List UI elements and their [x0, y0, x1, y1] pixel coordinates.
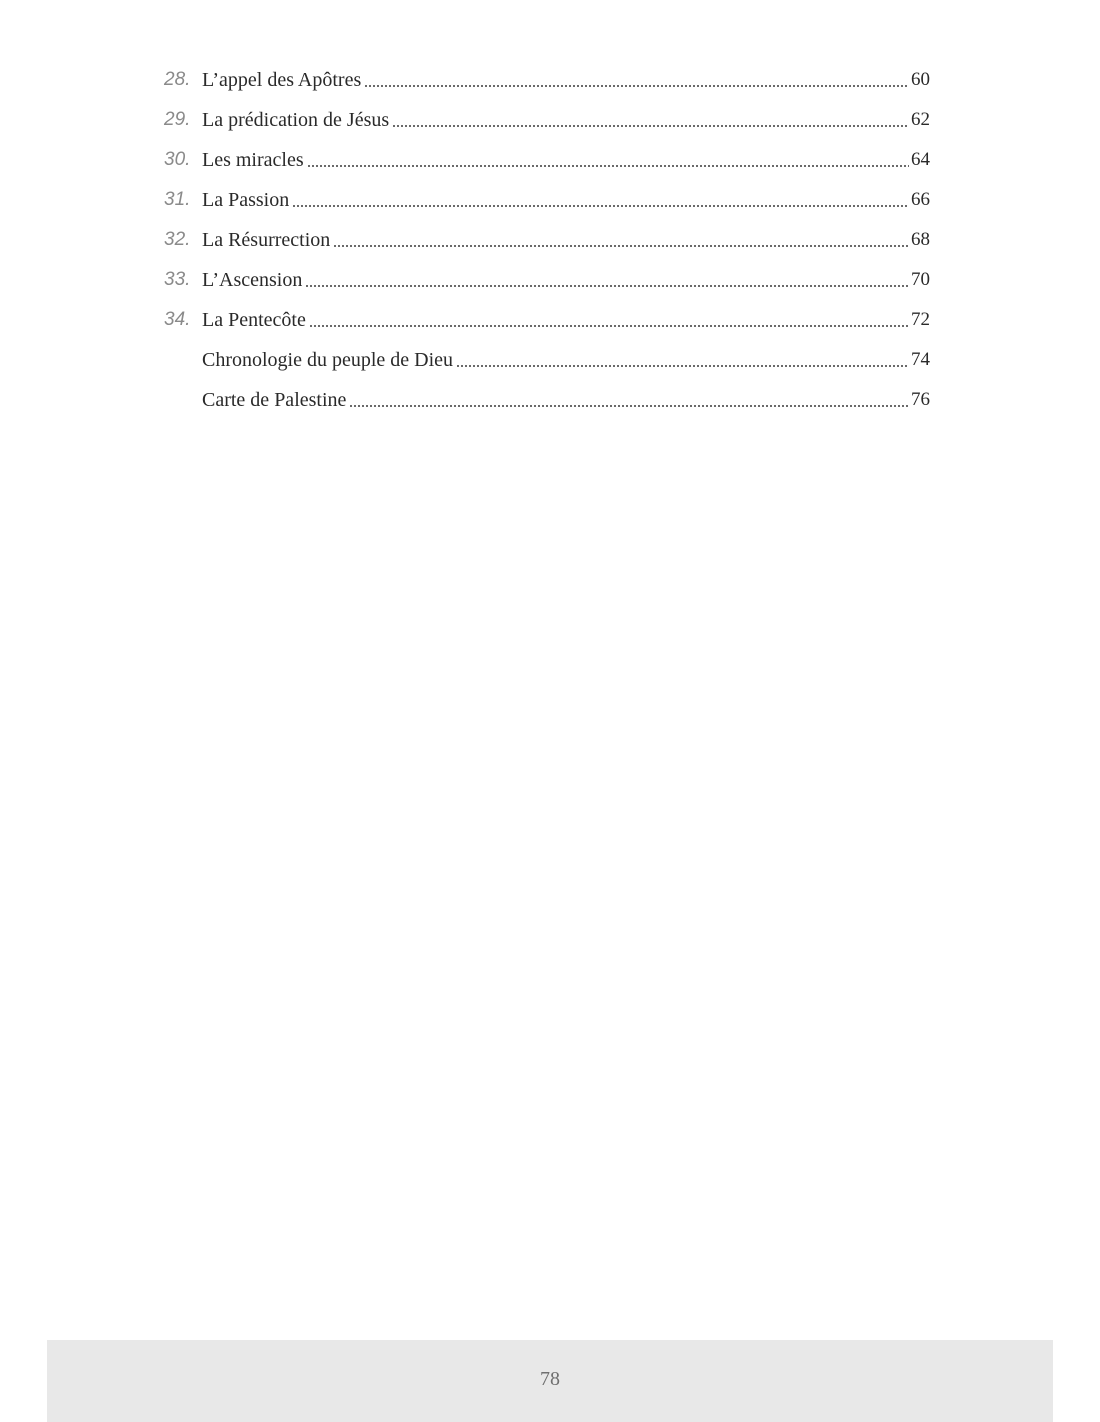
toc-entry-32[interactable]: [160, 220, 930, 260]
toc-entry-number: 33.: [164, 269, 191, 290]
dot-leader: [305, 270, 909, 290]
dot-leader: [292, 190, 909, 210]
toc-entry-page: 66: [911, 189, 930, 210]
toc-entry-30[interactable]: [160, 140, 930, 180]
toc-entry-page: 60: [911, 69, 930, 90]
toc-entry-chronologie[interactable]: [160, 340, 930, 380]
dot-leader: [392, 110, 909, 130]
dot-leader: [333, 230, 909, 250]
toc-entry-title: La prédication de Jésus: [202, 108, 390, 131]
toc-entry-title: La Résurrection: [202, 228, 331, 251]
toc-entry-number: 34.: [164, 309, 191, 330]
toc-entry-title: La Passion: [202, 188, 290, 211]
toc-entry-page: 74: [911, 349, 930, 370]
toc-entry-31[interactable]: [160, 180, 930, 220]
toc-entry-number: 32.: [164, 229, 191, 250]
toc-entry-28[interactable]: [160, 60, 930, 100]
toc-entry-carte[interactable]: [160, 380, 930, 420]
table-of-contents: [160, 60, 930, 420]
toc-entry-number: 28.: [164, 69, 191, 90]
toc-entry-page: 68: [911, 229, 930, 250]
toc-entry-title: Chronologie du peuple de Dieu: [202, 348, 454, 371]
page-number: 78: [540, 1368, 560, 1390]
toc-entry-29[interactable]: [160, 100, 930, 140]
dot-leader: [456, 350, 909, 370]
toc-entry-number: 31.: [164, 189, 191, 210]
dot-leader: [349, 390, 909, 410]
dot-leader: [364, 70, 909, 90]
toc-entry-page: 62: [911, 109, 930, 130]
toc-entry-page: 70: [911, 269, 930, 290]
toc-entry-number: 30.: [164, 149, 191, 170]
toc-entry-page: 64: [911, 149, 930, 170]
toc-entry-title: L’appel des Apôtres: [202, 68, 362, 91]
dot-leader: [309, 310, 909, 330]
toc-entry-title: Les miracles: [202, 148, 304, 171]
toc-entry-number: 29.: [164, 109, 191, 130]
toc-entry-33[interactable]: [160, 260, 930, 300]
toc-entry-page: 76: [911, 389, 930, 410]
page-footer: [47, 1340, 1053, 1422]
toc-entry-title: La Pentecôte: [202, 308, 306, 331]
toc-entry-title: L’Ascension: [202, 268, 303, 291]
toc-entry-title: Carte de Palestine: [202, 388, 347, 411]
toc-entry-page: 72: [911, 309, 930, 330]
toc-entry-34[interactable]: [160, 300, 930, 340]
dot-leader: [307, 150, 909, 170]
